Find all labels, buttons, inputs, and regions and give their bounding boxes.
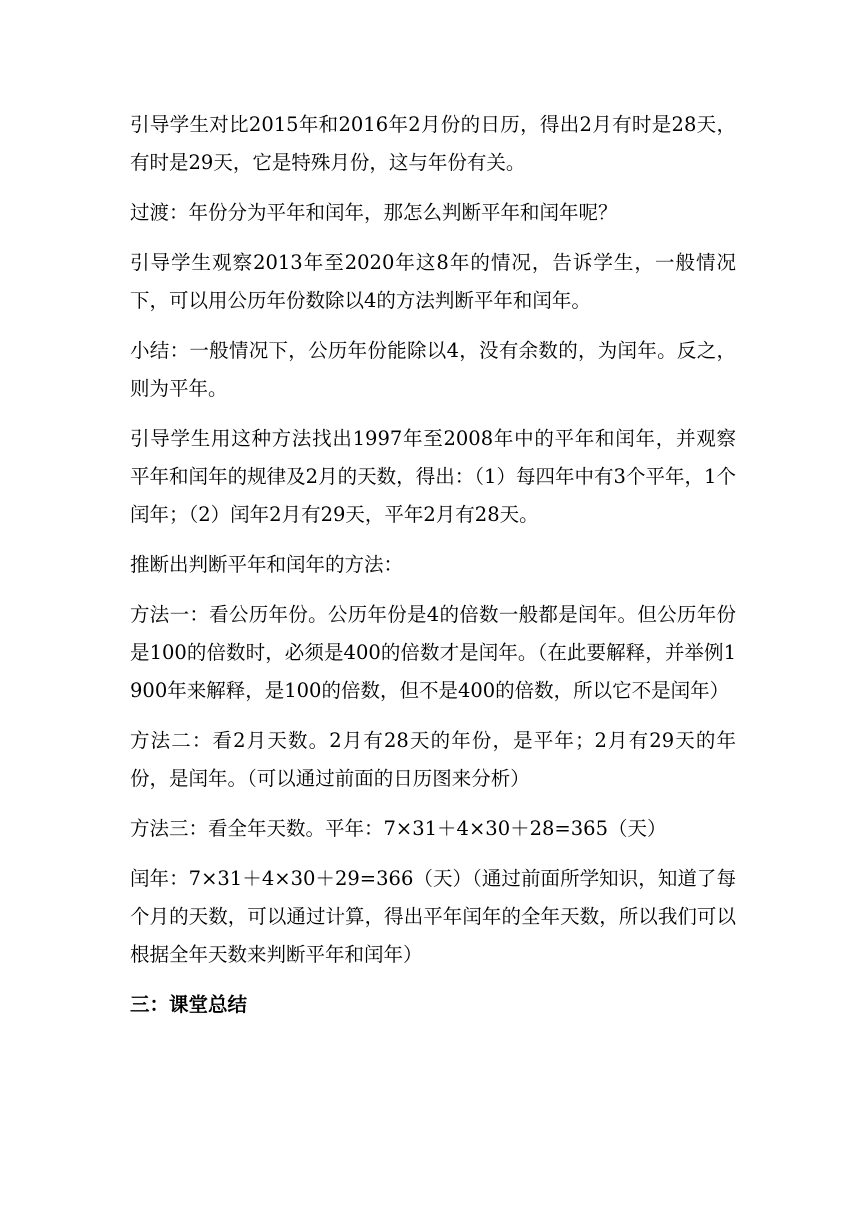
paragraph-transition: 过渡：年份分为平年和闰年，那怎么判断平年和闰年呢？: [130, 201, 618, 224]
paragraph-summary: 小结：一般情况下，公历年份能除以4，没有余数的，为闰年。反之，则为平年。: [130, 339, 736, 400]
document-body: [130, 106, 736, 1024]
paragraph-observe-years: 引导学生观察2013年至2020年这8年的情况，告诉学生，一般情况下，可以用公历年份数除以4的方法判断平年和闰年。: [130, 251, 736, 312]
section-heading: 三：课堂总结: [130, 993, 248, 1016]
paragraph-method-one: 方法一：看公历年份。公历年份是4的倍数一般都是闰年。但公历年份是100的倍数时，必须是400的倍数才是闰年。（在此要解释，并举例1900年来解释，是100的倍数，但不是400的倍数，所以它不是闰年）: [130, 603, 736, 702]
paragraph-method-two: 方法二：看2月天数。2月有28天的年份，是平年；2月有29天的年份，是闰年。（可以通过前面的日历图来分析）: [130, 729, 736, 790]
paragraph-calendar-comparison: 引导学生对比2015年和2016年2月份的日历，得出2月有时是28天，有时是29天，它是特殊月份，这与年份有关。: [130, 113, 736, 174]
paragraph-leap-year-calc: 闰年：7×31＋4×30＋29=366（天）（通过前面所学知识，知道了每个月的天数，可以通过计算，得出平年闰年的全年天数，所以我们可以根据全年天数来判断平年和闰年）: [130, 867, 736, 966]
paragraph-method-three: 方法三：看全年天数。平年：7×31＋4×30＋28=365（天）: [130, 817, 667, 840]
paragraph-find-pattern: 引导学生用这种方法找出1997年至2008年中的平年和闰年，并观察平年和闰年的规律及2月的天数，得出：（1）每四年中有3个平年，1个闰年；（2）闰年2月有29天，平年2月有28天。: [130, 427, 736, 526]
paragraph-methods-intro: 推断出判断平年和闰年的方法：: [130, 553, 404, 576]
